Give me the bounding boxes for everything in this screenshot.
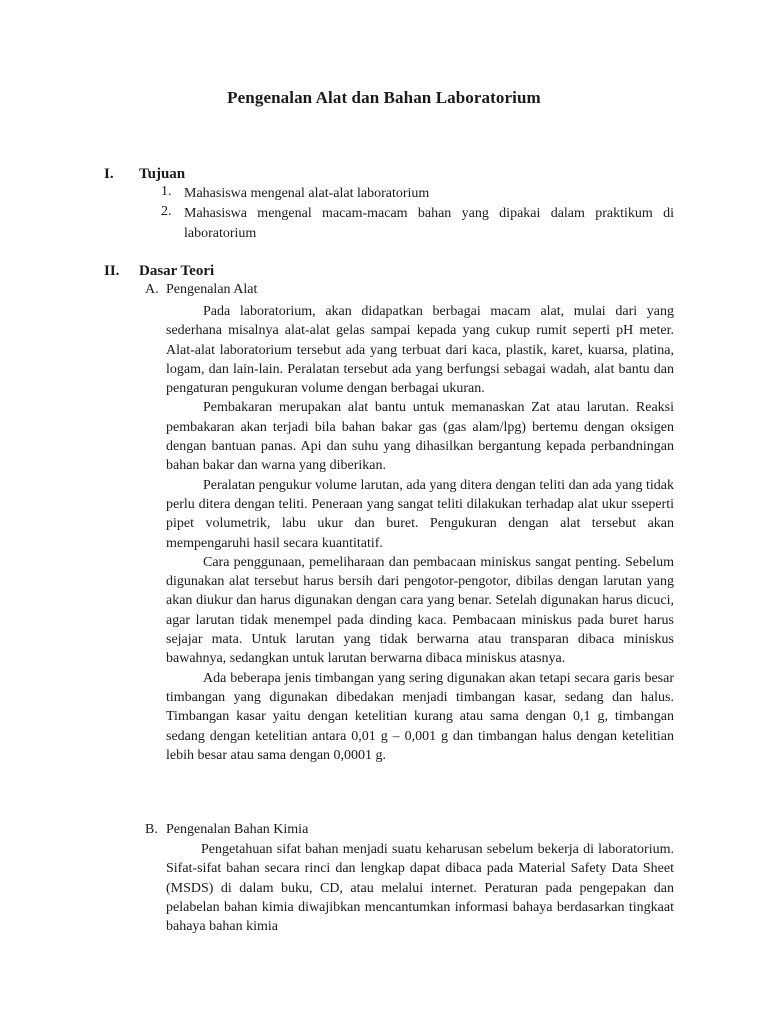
document-title: Pengenalan Alat dan Bahan Laboratorium xyxy=(227,88,541,107)
list-item: Mahasiswa mengenal macam-macam bahan yang dipakai dalam praktikum di laboratorium xyxy=(184,206,674,241)
paragraph: Peralatan pengukur volume larutan, ada yang ditera dengan teliti dan ada yang tidak perlu ditera dengan teliti. Peneraan yang sangat teliti dilakukan terhadap alat ukur sseperti pipet volumetrik, labu ukur dan buret. Pengukuran dengan alat tersebut akan mempengaruhi hasil secara kuantitatif. xyxy=(166,477,674,551)
section-number: I. xyxy=(104,166,114,182)
paragraph: Ada beberapa jenis timbangan yang sering digunakan akan tetapi secara garis besar timbangan yang digunakan dibedakan menjadi timbangan kasar, sedang dan halus. Timbangan kasar yaitu dengan ketelitian kurang atau sama dengan 0,1 g, timbangan sedang dengan ketelitian antara 0,01 g – 0,001 g dan timbangan halus dengan ketelitian lebih besar atau sama dengan 0,0001 g. xyxy=(166,670,674,763)
section-number: II. xyxy=(104,263,120,279)
paragraph: Pada laboratorium, akan didapatkan berbagai macam alat, mulai dari yang sederhana misalnya alat-alat gelas sampai kepada yang cukup rumit seperti pH meter. Alat-alat laboratorium tersebut ada yang terbuat dari kaca, plastik, karet, kuarsa, platina, logam, dan lain-lain. Peralatan tersebut ada yang berfungsi sebagai wadah, alat bantu dan pengaturan pengukuran volume dengan berbagai ukuran. xyxy=(166,304,674,397)
paragraph: Pembakaran merupakan alat bantu untuk memanaskan Zat atau larutan. Reaksi pembakaran akan terjadi bila bahan bakar gas (gas alam/lpg) bertemu dengan oksigen dengan bantuan panas. Api dan suhu yang dihasilkan bergantung kepada perbandningan bahan bakar dan warna yang diberikan. xyxy=(166,400,674,474)
subsection-title-alat: Pengenalan Alat xyxy=(166,282,258,297)
section-body-alat xyxy=(166,302,674,765)
paragraph: Pengetahuan sifat bahan menjadi suatu keharusan sebelum bekerja di laboratorium. Sifat-sifat bahan secara rinci dan lengkap dapat dibaca pada Material Safety Data Sheet (MSDS) di dalam buku, CD, atau melalui internet. Peraturan pada pengepakan dan pelabelan bahan kimia diwajibkan mencantumkan informasi bahaya berdasarkan tingkaat bahaya bahan kimia xyxy=(166,842,674,935)
subsection-letter: B. xyxy=(145,822,158,837)
section-title-dasar-teori: Dasar Teori xyxy=(139,263,215,279)
section-title-tujuan: Tujuan xyxy=(139,166,186,182)
list-number: 1. xyxy=(161,184,172,199)
paragraph: Cara penggunaan, pemeliharaan dan pembacaan miniskus sangat penting. Sebelum digunakan alat tersebut harus bersih dari pengotor-pengotor, dibilas dengan larutan yang akan diukur dan harus digunakan dengan cara yang benar. Setelah digunakan harus dicuci, agar larutan tidak menempel pada dinding kaca. Pembacaan miniskus pada buret harus sejajar mata. Untuk larutan yang tidak berwarna atau transparan dibaca miniskus bawahnya, sedangkan untuk larutan berwarna dibaca miniskus atasnya. xyxy=(166,554,674,667)
subsection-letter: A. xyxy=(145,282,159,297)
list-item: Mahasiswa mengenal alat-alat laboratorium xyxy=(184,186,430,201)
subsection-title-bahan-kimia: Pengenalan Bahan Kimia xyxy=(166,822,309,837)
list-number: 2. xyxy=(161,204,172,219)
section-body-bahan-kimia xyxy=(166,840,674,936)
